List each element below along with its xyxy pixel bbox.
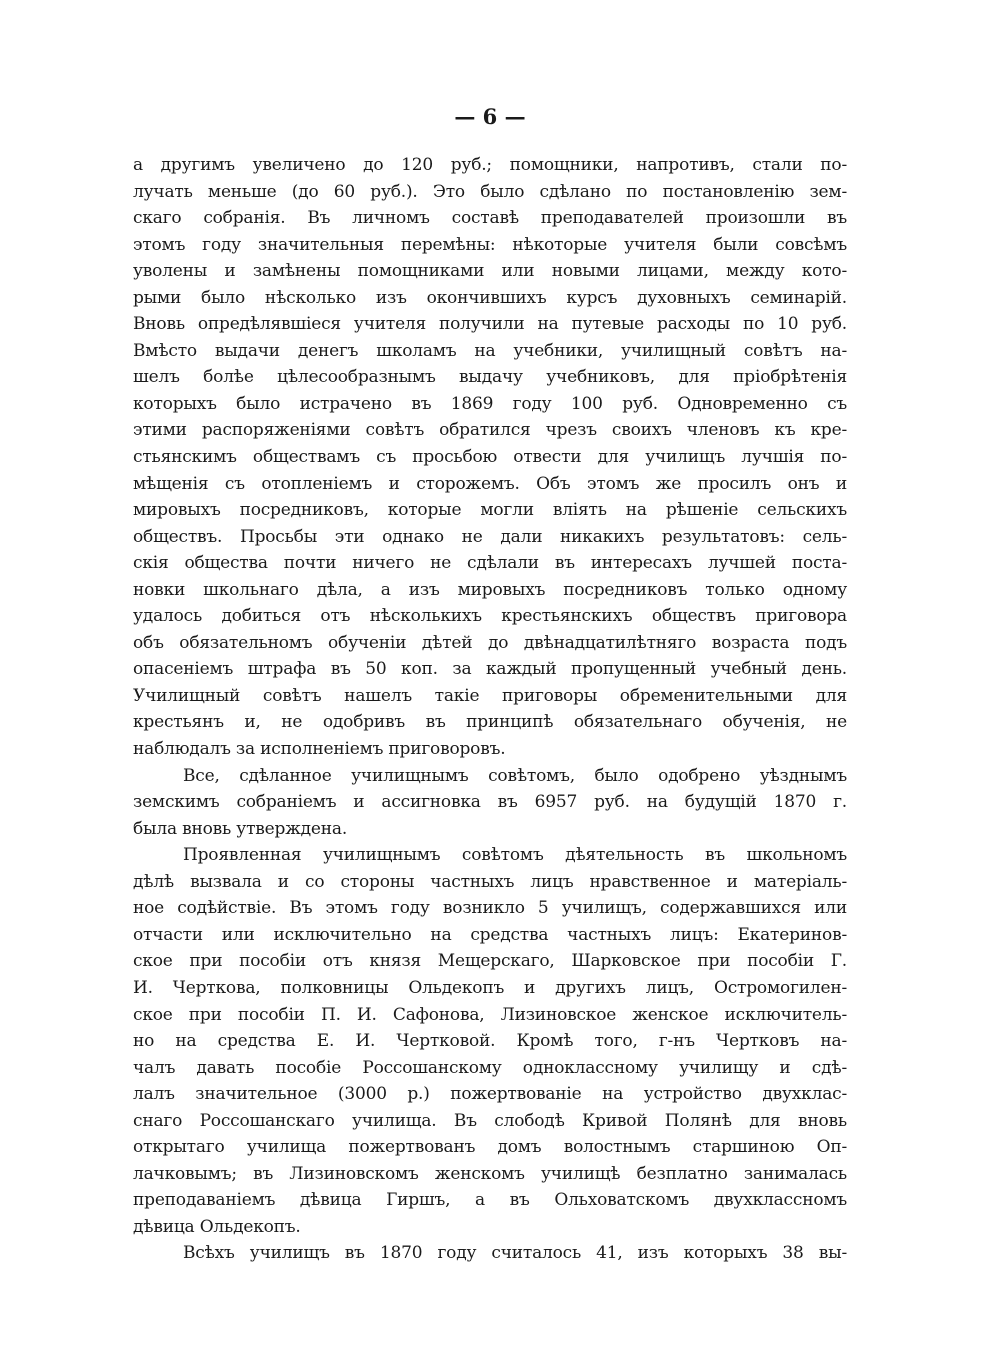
text-line: Все, сдѣланное училищнымъ совѣтомъ, было одобрено уѣзднымъ — [183, 765, 847, 786]
text-line: чалъ давать пособіе Россошанскому одноклассному училищу и сдѣ- — [133, 1057, 847, 1078]
text-line: дѣвица Ольдекопъ. — [133, 1216, 301, 1237]
text-line: земскимъ собраніемъ и ассигновка въ 6957 руб. на будущій 1870 г. — [133, 792, 847, 813]
text-line: этомъ году значительныя перемѣны: нѣкоторые учителя были совсѣмъ — [133, 234, 847, 255]
text-line: которыхъ было истрачено въ 1869 году 100 руб. Одновременно съ — [133, 393, 847, 414]
text-line: новки школьнаго дѣла, а изъ мировыхъ посредниковъ только одному — [133, 579, 847, 600]
text-line: объ обязательномъ обученіи дѣтей до двѣнадцатилѣтняго возраста подъ — [133, 632, 847, 653]
paragraph — [133, 763, 847, 843]
paragraph — [133, 842, 847, 1240]
paragraph — [133, 152, 847, 763]
text-line: стьянскимъ обществамъ съ просьбою отвести для училищъ лучшія по- — [133, 447, 847, 468]
text-line: открытаго училища пожертвованъ домъ волостнымъ старшиною Оп- — [133, 1137, 847, 1158]
text-line: опасеніемъ штрафа въ 50 коп. за каждый пропущенный учебный день. — [133, 659, 847, 680]
text-line: была вновь утверждена. — [133, 818, 348, 839]
text-line: мировыхъ посредниковъ, которые могли вліять на рѣшеніе сельскихъ — [133, 500, 847, 521]
body-text — [133, 152, 847, 1267]
text-line: ское при пособіи П. И. Сафонова, Лизиновское женское исключитель- — [133, 1004, 847, 1025]
text-line: наблюдалъ за исполненіемъ приговоровъ. — [133, 739, 506, 760]
text-line: рыми было нѣсколько изъ окончившихъ курсъ духовныхъ семинарій. — [133, 287, 847, 308]
text-line: шелъ болѣе цѣлесообразнымъ выдачу учебниковъ, для пріобрѣтенія — [133, 367, 847, 388]
text-line: удалось добиться отъ нѣсколькихъ крестьянскихъ обществъ приговора — [133, 606, 847, 627]
text-line: крестьянъ и, не одобривъ въ принципѣ обязательнаго обученія, не — [133, 712, 847, 733]
text-line: скаго собранія. Въ личномъ составѣ преподавателей произошли въ — [133, 208, 847, 229]
text-line: скія общества почти ничего не сдѣлали въ интересахъ лучшей поста- — [133, 553, 847, 574]
text-line: ское при пособіи отъ князя Мещерскаго, Шарковское при пособіи Г. — [133, 951, 847, 972]
text-line: Вновь опредѣлявшіеся учителя получили на путевые расходы по 10 руб. — [133, 314, 847, 335]
text-line: ное содѣйствіе. Въ этомъ году возникло 5 училищъ, содержавшихся или — [133, 898, 847, 919]
paragraph — [133, 1240, 847, 1267]
text-line: И. Черткова, полковницы Ольдекопъ и другихъ лицъ, Остромогилен- — [133, 977, 847, 998]
text-line: уволены и замѣнены помощниками или новыми лицами, между кото- — [133, 261, 847, 282]
text-line: отчасти или исключительно на средства частныхъ лицъ: Екатеринов- — [133, 924, 847, 945]
text-line: преподаваніемъ дѣвица Гиршъ, а въ Ольховатскомъ двухклассномъ — [133, 1190, 847, 1211]
text-line: снаго Россошанскаго училища. Въ слободѣ Кривой Полянѣ для вновь — [133, 1110, 847, 1131]
text-line: обществъ. Просьбы эти однако не дали никакихъ результатовъ: сель- — [133, 526, 847, 547]
text-line: Вмѣсто выдачи денегъ школамъ на учебники, училищный совѣтъ на- — [133, 340, 847, 361]
text-line: лалъ значительное (3000 р.) пожертвованіе на устройство двухклас- — [133, 1084, 847, 1105]
text-line: а другимъ увеличено до 120 руб.; помощники, напротивъ, стали по- — [133, 155, 847, 175]
text-line: но на средства Е. И. Чертковой. Кромѣ того, г-нъ Чертковъ на- — [133, 1031, 847, 1052]
page-number: — 6 — — [454, 104, 526, 129]
text-line: Училищный совѣтъ нашелъ такіе приговоры обременительными для — [133, 685, 847, 706]
text-line: Всѣхъ училищъ въ 1870 году считалось 41, изъ которыхъ 38 вы- — [183, 1243, 847, 1264]
text-line: мѣщенія съ отопленіемъ и сторожемъ. Объ этомъ же просилъ онъ и — [133, 473, 847, 494]
text-line: лучать меньше (до 60 руб.). Это было сдѣлано по постановленію зем- — [133, 181, 847, 202]
text-line: этими распоряженіями совѣтъ обратился чрезъ своихъ членовъ къ кре- — [133, 420, 847, 441]
text-line: лачковымъ; въ Лизиновскомъ женскомъ училищѣ безплатно занималась — [133, 1163, 847, 1184]
text-line: Проявленная училищнымъ совѣтомъ дѣятельность въ школьномъ — [183, 845, 847, 866]
text-line: дѣлѣ вызвала и со стороны частныхъ лицъ нравственное и матеріаль- — [133, 871, 847, 892]
